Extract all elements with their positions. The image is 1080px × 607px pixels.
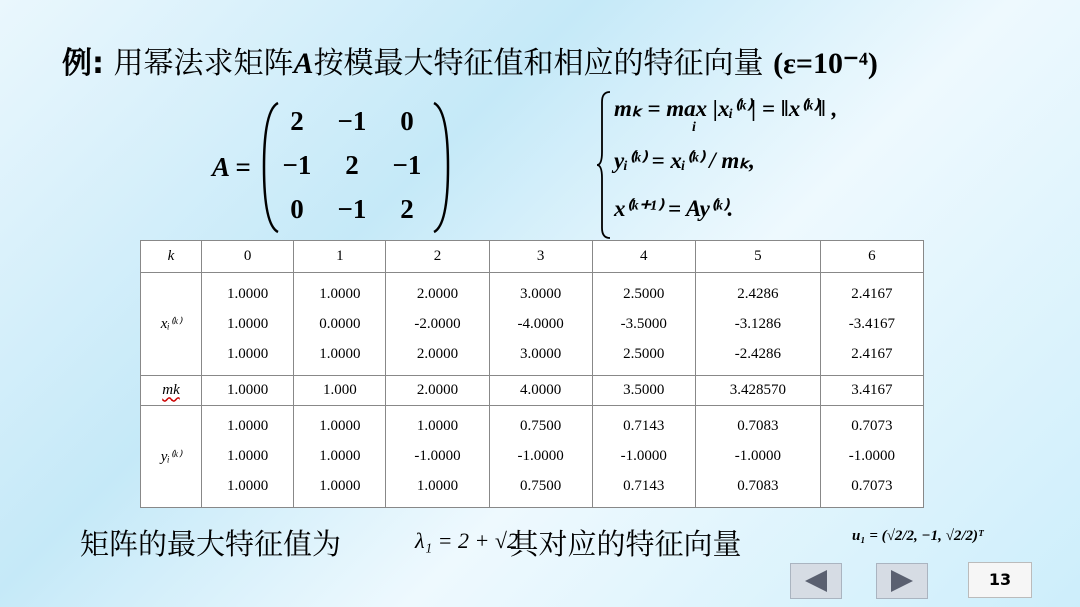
y-col-1: 1.0000 1.0000 1.0000 xyxy=(294,405,386,508)
slide-title xyxy=(62,38,1072,82)
matrix-cell: 2 xyxy=(400,194,414,224)
eigenvalue-formula: λ₁ = 2 + √2 xyxy=(415,528,518,553)
formula-max-subscript: i xyxy=(692,120,696,135)
x-col-2: 2.0000 -2.0000 2.0000 xyxy=(386,273,489,376)
y-col-0: 1.0000 1.0000 1.0000 xyxy=(202,405,294,508)
x-col-4: 2.5000 -3.5000 2.5000 xyxy=(592,273,695,376)
matrix-lhs: A = xyxy=(212,152,251,182)
matrix-grid xyxy=(272,100,432,235)
prev-slide-button[interactable] xyxy=(790,563,842,599)
matrix-cell: −1 xyxy=(337,194,367,224)
header-cell: 3 xyxy=(489,241,592,273)
y-col-4: 0.7143 -1.0000 0.7143 xyxy=(592,405,695,508)
table-header-row xyxy=(141,241,924,273)
formula-m-k: mₖ = max |xᵢ⁽ᵏ⁾| = ‖x⁽ᵏ⁾‖ , xyxy=(614,96,838,121)
row-label-m: mk xyxy=(162,381,180,398)
m-cell: 3.4167 xyxy=(820,375,923,405)
x-col-1: 1.0000 0.0000 1.0000 xyxy=(294,273,386,376)
m-cell: 1.0000 xyxy=(202,375,294,405)
y-col-5: 0.7083 -1.0000 0.7083 xyxy=(695,405,820,508)
y-col-2: 1.0000 -1.0000 1.0000 xyxy=(386,405,489,508)
matrix-cell: 0 xyxy=(400,106,414,136)
triangle-right-icon xyxy=(877,564,927,598)
m-cell: 4.0000 xyxy=(489,375,592,405)
m-cell: 3.428570 xyxy=(695,375,820,405)
formula-y-k: yᵢ⁽ᵏ⁾ = xᵢ⁽ᵏ⁾ / mₖ, xyxy=(614,148,755,173)
x-col-3: 3.0000 -4.0000 3.0000 xyxy=(489,273,592,376)
y-col-6: 0.7073 -1.0000 0.7073 xyxy=(820,405,923,508)
page-number: 13 xyxy=(968,562,1032,598)
m-cell: 3.5000 xyxy=(592,375,695,405)
m-cell: 1.000 xyxy=(294,375,386,405)
power-method-formulas xyxy=(596,90,926,240)
conclusion-text-1: 矩阵的最大特征值为 xyxy=(80,527,342,561)
matrix-cell: 2 xyxy=(345,150,359,180)
row-label-x: xᵢ⁽ᵏ⁾ xyxy=(141,273,202,376)
x-col-5: 2.4286 -3.1286 -2.4286 xyxy=(695,273,820,376)
table-row-m xyxy=(141,375,924,405)
conclusion-text-2: 其对应的特征向量 xyxy=(509,527,742,561)
example-label: 例: xyxy=(62,46,104,81)
header-cell: 5 xyxy=(695,241,820,273)
matrix-cell: 2 xyxy=(290,106,304,136)
title-text-2: 按模最大特征值和相应的特征向量 xyxy=(313,46,764,81)
right-paren-icon xyxy=(430,100,452,235)
triangle-left-icon xyxy=(791,564,841,598)
header-cell: 1 xyxy=(294,241,386,273)
formula-x-k-plus-1: x⁽ᵏ⁺¹⁾ = Ay⁽ᵏ⁾. xyxy=(614,196,734,221)
matrix-cell: 0 xyxy=(290,194,304,224)
table-row-y xyxy=(141,405,924,508)
matrix-cell: −1 xyxy=(337,106,367,136)
matrix-cell: −1 xyxy=(392,150,422,180)
title-epsilon: (ε=10⁻⁴) xyxy=(773,47,878,80)
iteration-table xyxy=(140,240,924,508)
y-col-3: 0.7500 -1.0000 0.7500 xyxy=(489,405,592,508)
x-col-6: 2.4167 -3.4167 2.4167 xyxy=(820,273,923,376)
m-cell: 2.0000 xyxy=(386,375,489,405)
header-cell: 2 xyxy=(386,241,489,273)
title-text: 用幂法求矩阵 xyxy=(113,46,294,81)
left-brace-icon xyxy=(596,90,612,240)
matrix-a xyxy=(212,100,452,235)
x-col-0: 1.0000 1.0000 1.0000 xyxy=(202,273,294,376)
header-cell: 0 xyxy=(202,241,294,273)
conclusion-text xyxy=(80,522,741,563)
eigenvector-formula: u₁ = (√2/2, −1, √2/2)ᵀ xyxy=(852,528,984,544)
next-slide-button[interactable] xyxy=(876,563,928,599)
table-row-x xyxy=(141,273,924,376)
header-cell: 6 xyxy=(820,241,923,273)
row-label-y: yᵢ⁽ᵏ⁾ xyxy=(141,405,202,508)
matrix-cell: −1 xyxy=(282,150,312,180)
header-k: k xyxy=(141,241,202,273)
header-cell: 4 xyxy=(592,241,695,273)
title-matrix-symbol: A xyxy=(293,47,314,80)
